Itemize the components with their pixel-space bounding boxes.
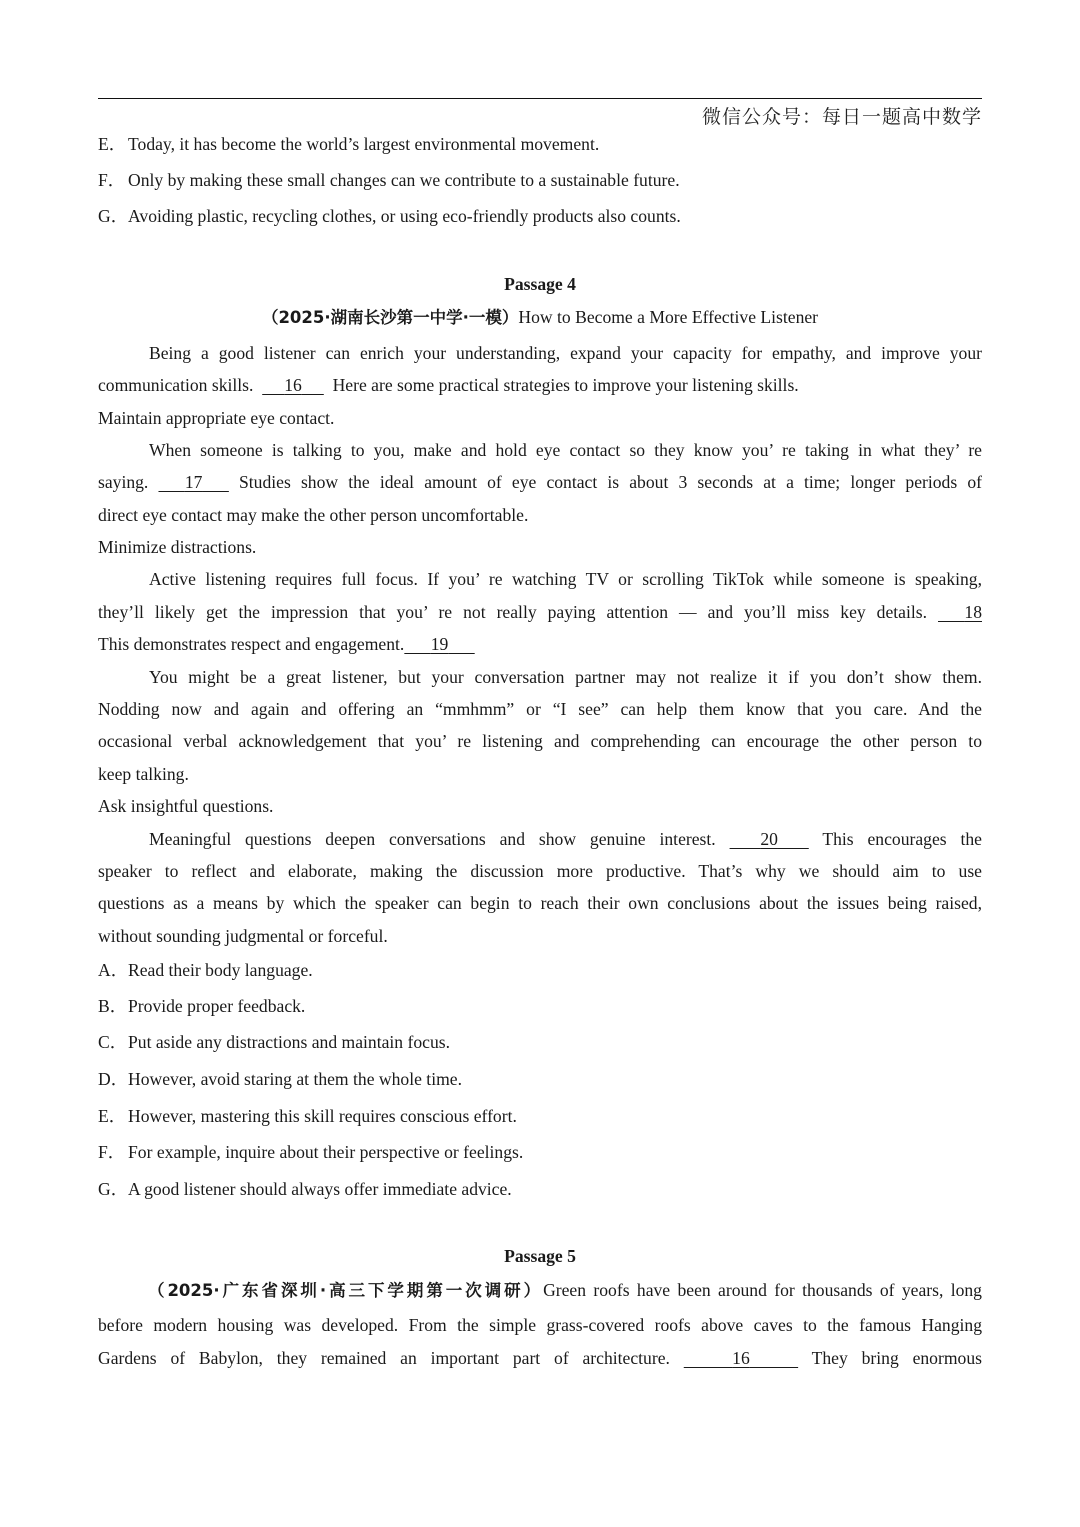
p4-para5-line4: without sounding judgmental or forceful. <box>98 926 388 946</box>
p5-line2: before modern housing was developed. From the simple grass-covered roofs above caves to the famous Hanging <box>98 1315 982 1335</box>
p5-line1: （2025·广东省深圳·高三下学期第一次调研）Green roofs have been around for thousands of years, long <box>148 1280 982 1300</box>
p4-para1-line1: Being a good listener can enrich your understanding, expand your capacity for empathy, and improve your <box>149 343 982 363</box>
option-c: C．Put aside any distractions and maintain focus. <box>98 1032 450 1052</box>
passage4-title-line <box>98 306 982 329</box>
p4-para2-line1: When someone is talking to you, make and hold eye contact so they know you’ re taking in what they’ re <box>149 440 982 460</box>
subheading-questions: Ask insightful questions. <box>98 796 274 816</box>
blank-19[interactable]: 19 <box>430 634 449 654</box>
option-a: A．Read their body language. <box>98 960 313 980</box>
p4-para3-line2: they’ll likely get the impression that you’ re not really paying attention — and you’ll miss key details. 18 <box>98 602 982 622</box>
option-b: B．Provide proper feedback. <box>98 996 306 1016</box>
blank-17[interactable]: 17 <box>184 472 203 492</box>
p4-para2-line3: direct eye contact may make the other person uncomfortable. <box>98 505 529 525</box>
option-f: F． Only by making these small changes can we contribute to a sustainable future. <box>98 170 680 190</box>
p4-para4-line3: occasional verbal acknowledgement that you’ re listening and comprehending can encourage the other person to <box>98 731 982 751</box>
passage4-heading: Passage 4 <box>504 274 576 294</box>
blank-20[interactable]: 20 <box>760 829 778 849</box>
subheading-eye-contact: Maintain appropriate eye contact. <box>98 408 335 428</box>
subheading-distractions: Minimize distractions. <box>98 537 257 557</box>
option-g: G．A good listener should always offer immediate advice. <box>98 1179 512 1199</box>
passage4-source: （2025·湖南长沙第一中学·一模） <box>261 308 519 327</box>
p4-para5-line3: questions as a means by which the speaker can begin to reach their own conclusions about the issues being raised, <box>98 893 982 913</box>
option-d: D．However, avoid staring at them the whole time. <box>98 1069 462 1089</box>
passage5-source: （2025·广东省深圳·高三下学期第一次调研） <box>148 1281 544 1300</box>
option-g: G．Avoiding plastic, recycling clothes, or using eco-friendly products also counts. <box>98 206 681 226</box>
p4-para1-line2: communication skills. 16 Here are some practical strategies to improve your listening skills. <box>98 375 799 395</box>
p5-line3: Gardens of Babylon, they remained an important part of architecture. 16 They bring enormous <box>98 1348 982 1368</box>
blank-16[interactable]: 16 <box>284 375 302 395</box>
p4-para4-line2: Nodding now and again and offering an “mmhmm” or “I see” can help them know that you care. And the <box>98 699 982 719</box>
option-f: F． For example, inquire about their perspective or feelings. <box>98 1142 524 1162</box>
header-label: 微信公众号：每日一题高中数学 <box>701 106 982 128</box>
blank-16-passage5[interactable]: 16 <box>732 1348 750 1368</box>
p4-para2-line2: saying. 17 Studies show the ideal amount of eye contact is about 3 seconds at a time; longer periods of <box>98 472 982 492</box>
passage4-title: How to Become a More Effective Listener <box>518 307 819 327</box>
p4-para3-line1: Active listening requires full focus. If you’ re watching TV or scrolling TikTok while someone is speaking, <box>149 569 982 589</box>
p4-para5-line2: speaker to reflect and elaborate, making the discussion more productive. That’s why we should aim to use <box>98 861 982 881</box>
option-e: E．Today, it has become the world’s largest environmental movement. <box>98 134 600 154</box>
blank-18[interactable]: 18 <box>964 602 982 622</box>
passage5-heading: Passage 5 <box>504 1246 576 1266</box>
p4-para5-line1: Meaningful questions deepen conversations and show genuine interest. 20 This encourages the <box>149 829 982 849</box>
header-rule <box>98 98 982 99</box>
option-e: E．However, mastering this skill requires conscious effort. <box>98 1106 517 1126</box>
p4-para4-line4: keep talking. <box>98 764 189 784</box>
p4-para4-line1: You might be a great listener, but your conversation partner may not realize it if you don’t show them. <box>149 667 982 687</box>
p4-para3-line3: This demonstrates respect and engagement. 19 <box>98 633 982 655</box>
